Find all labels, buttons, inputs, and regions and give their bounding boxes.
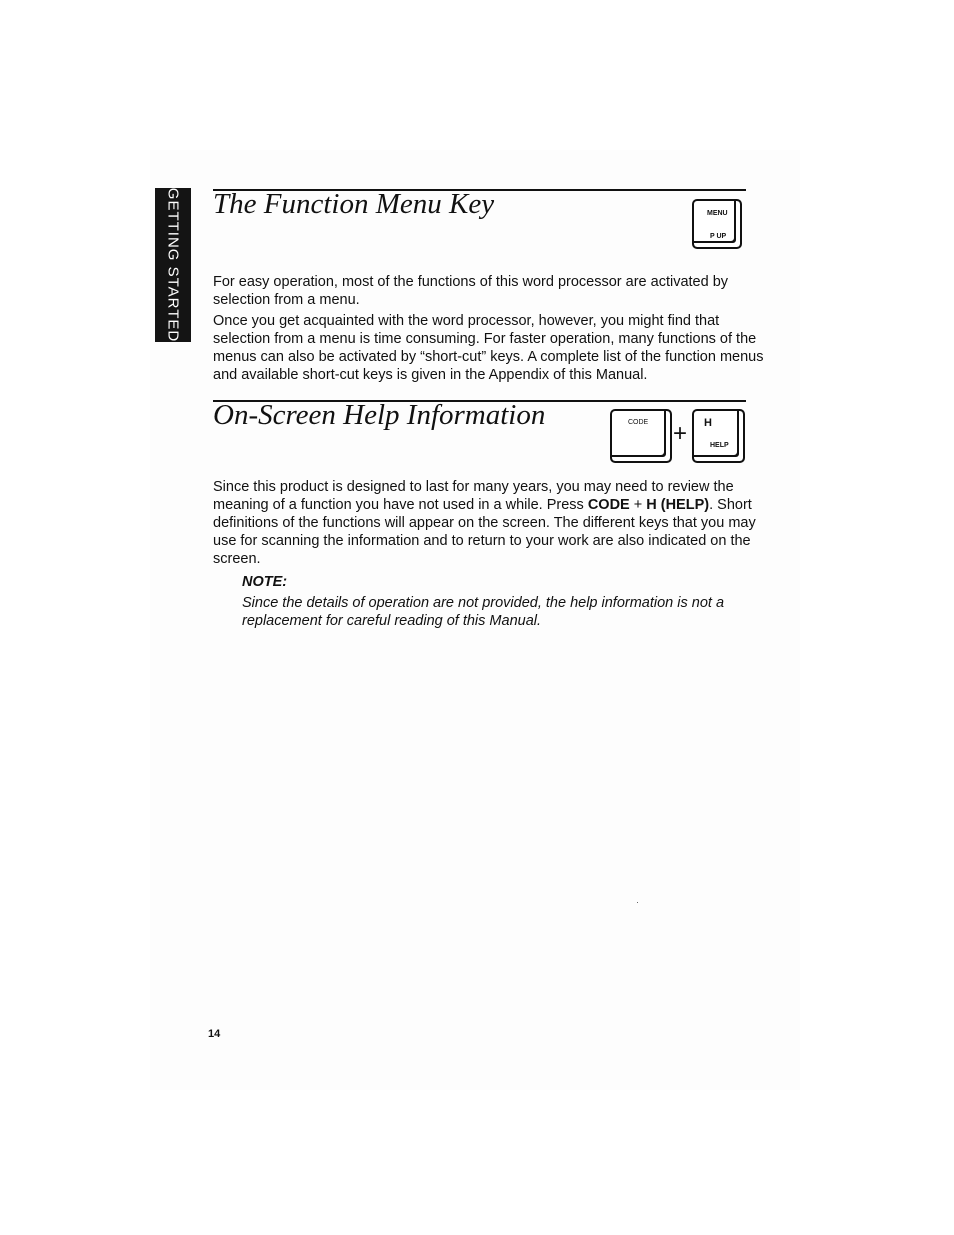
- section2-text-after: . Short definitions of the functions will appear on the screen. The different keys that you may use for scanning the information and to return to your work are also indicated on the screen.: [213, 497, 756, 567]
- menu-key-top-label: MENU: [707, 210, 728, 217]
- section-side-tab: [155, 188, 191, 342]
- code-key-label: CODE: [628, 419, 649, 426]
- help-key-label: HELP: [710, 442, 729, 449]
- section2-text-before: Since this product is designed to last for many years, you may need to review the meaning of a function you have not used in a while. Press: [213, 479, 734, 513]
- menu-key-bottom-label: P UP: [710, 233, 727, 240]
- section2-text-mid: +: [629, 497, 647, 513]
- section1-paragraph-1: For easy operation, most of the functions of this word processor are activated by selection from a menu.: [213, 274, 729, 308]
- page-number: 14: [208, 1028, 221, 1040]
- code-key-reference: CODE: [587, 497, 630, 513]
- h-key-label: H: [704, 417, 712, 429]
- note-label: NOTE:: [242, 574, 288, 590]
- scan-speck: [637, 902, 638, 903]
- section1-title: The Function Menu Key: [213, 188, 495, 220]
- section2-title: On-Screen Help Information: [213, 399, 546, 431]
- code-key-icon: [610, 409, 672, 463]
- section1-paragraph-2: Once you get acquainted with the word processor, however, you might find that selection from a menu is time consuming. For faster operation, many functions of the menus can also be activated by “short-cut” keys. A complete list of the function menus and available short-cut keys is given in the Appendix of this Manual.: [213, 313, 764, 383]
- menu-key-icon: [692, 199, 742, 249]
- h-help-key-icon: [692, 409, 745, 463]
- section2-paragraph: [213, 478, 773, 568]
- side-tab-label: GETTING STARTED: [164, 187, 182, 343]
- h-help-key-reference: H (HELP): [646, 497, 710, 513]
- plus-sign: +: [673, 420, 688, 447]
- note-text: Since the details of operation are not provided, the help information is not a replacement for careful reading of this Manual.: [242, 595, 725, 629]
